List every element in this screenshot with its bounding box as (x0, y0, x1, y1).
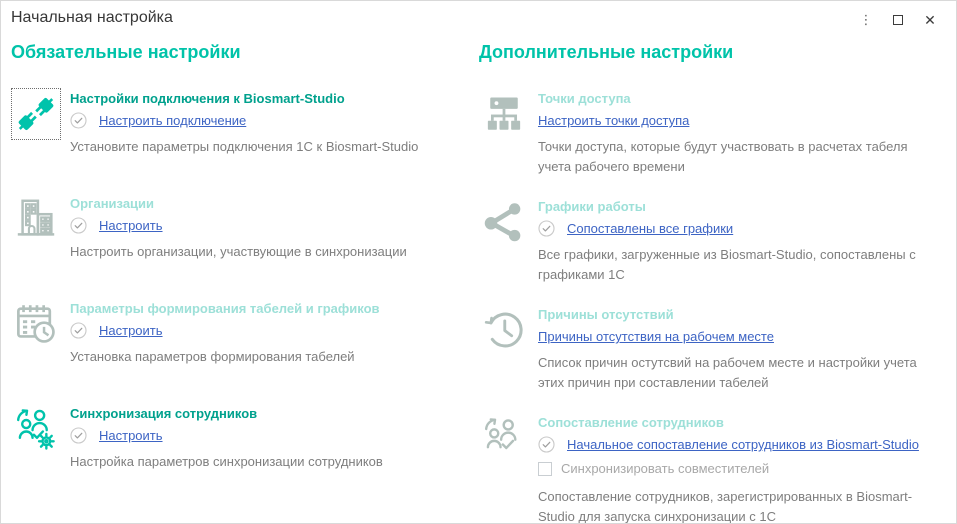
item-description: Установка параметров формирования табелей (70, 349, 355, 364)
close-icon: ✕ (924, 12, 936, 28)
setup-item (479, 196, 946, 284)
item-action-link[interactable]: Настроить (99, 323, 163, 338)
titlebar (11, 1, 946, 35)
item-title: Причины отсутствий (538, 307, 674, 322)
hierarchy-network-icon[interactable] (479, 88, 529, 140)
share-nodes-icon[interactable] (479, 196, 529, 248)
setup-item (479, 304, 946, 392)
setup-item (11, 403, 479, 488)
status-check-icon (538, 436, 555, 453)
item-action-link[interactable]: Настроить точки доступа (538, 113, 690, 128)
sync-parttime-checkbox[interactable] (538, 462, 552, 476)
settings-column (479, 35, 946, 524)
status-check-icon (70, 322, 87, 339)
settings-columns (11, 35, 946, 524)
setup-item (479, 412, 946, 524)
status-check-icon (538, 220, 555, 237)
status-check-icon (70, 427, 87, 444)
buildings-icon[interactable] (11, 193, 61, 245)
kebab-menu-icon: ⋮ (859, 12, 873, 27)
section-header: Обязательные настройки (11, 42, 241, 62)
window-controls (850, 7, 946, 33)
item-title: Организации (70, 196, 155, 211)
setup-item (11, 298, 479, 383)
page-title: Начальная настройка (11, 9, 173, 26)
item-title: Параметры формирования табелей и графиков (70, 301, 380, 316)
settings-column (11, 35, 479, 524)
sync-parttime-checkbox-row (538, 461, 946, 476)
people-match-check-icon[interactable] (479, 412, 529, 464)
item-title: Графики работы (538, 199, 646, 214)
item-description: Список причин остутсвий на рабочем месте и настройки учета этих причин при составлении табелей (538, 355, 917, 390)
item-description: Настроить организации, участвующие в синхронизации (70, 244, 407, 259)
item-action-link[interactable]: Сопоставлены все графики (567, 221, 734, 236)
item-action-link[interactable]: Настроить подключение (99, 113, 247, 128)
more-menu-button[interactable] (850, 7, 882, 33)
setup-item (479, 88, 946, 176)
item-action-link[interactable]: Начальное сопоставление сотрудников из Biosmart-Studio (567, 437, 919, 452)
item-description: Сопоставление сотрудников, зарегистрированных в Biosmart-Studio для запуска синхронизации с 1С (538, 489, 913, 524)
section-header: Дополнительные настройки (479, 42, 734, 62)
item-description: Настройка параметров синхронизации сотрудников (70, 454, 383, 469)
item-description: Точки доступа, которые будут участвовать в расчетах табеля учета рабочего времени (538, 139, 908, 174)
status-check-icon (70, 112, 87, 129)
item-title: Настройки подключения к Biosmart-Studio (70, 91, 345, 106)
item-action-link[interactable]: Настроить (99, 218, 163, 233)
close-button[interactable] (914, 7, 946, 33)
calendar-clock-icon[interactable] (11, 298, 61, 350)
setup-item (11, 88, 479, 173)
item-title: Сопоставление сотрудников (538, 415, 724, 430)
item-action-link[interactable]: Настроить (99, 428, 163, 443)
history-clock-icon[interactable] (479, 304, 529, 356)
item-action-link[interactable]: Причины отсутствия на рабочем месте (538, 329, 774, 344)
maximize-icon (893, 15, 903, 25)
setup-item (11, 193, 479, 278)
item-title: Синхронизация сотрудников (70, 406, 258, 421)
people-sync-gear-icon[interactable] (11, 403, 61, 455)
plug-connection-icon[interactable] (11, 88, 61, 140)
checkbox-label: Синхронизировать совместителей (561, 461, 770, 476)
item-description: Установите параметры подключения 1С к Biosmart-Studio (70, 139, 419, 154)
status-check-icon (70, 217, 87, 234)
item-title: Точки доступа (538, 91, 631, 106)
item-description: Все графики, загруженные из Biosmart-Studio, сопоставлены с графиками 1С (538, 247, 916, 282)
maximize-button[interactable] (882, 7, 914, 33)
